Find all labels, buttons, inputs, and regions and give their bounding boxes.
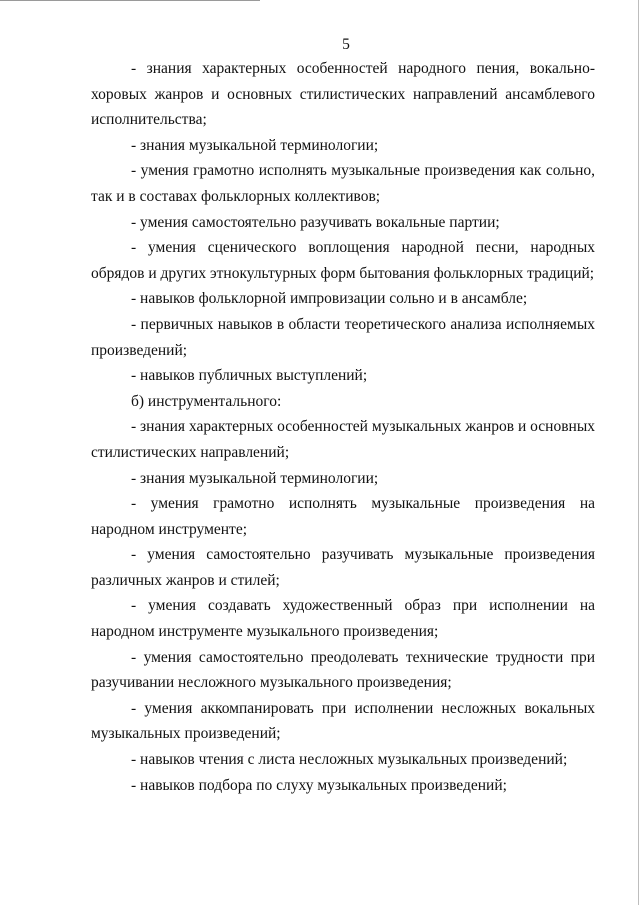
list-item: - умения сценического воплощения народной песни, народных обрядов и других этнокультурных форм бытования фольклорных традиций; bbox=[91, 239, 595, 282]
list-item: - умения создавать художественный образ при исполнении на народном инструменте музыкального произведения; bbox=[91, 597, 595, 641]
list-item: - умения аккомпанировать при исполнении несложных вокальных музыкальных произведений; bbox=[91, 699, 595, 743]
list-item: - навыков чтения с листа несложных музыкальных произведений; bbox=[131, 751, 568, 769]
list-item: - навыков подбора по слуху музыкальных произведений; bbox=[131, 776, 507, 794]
list-item: - знания характерных особенностей народного пения, вокально-хоровых жанров и основных стилистических направлений ансамблевого исполнительства; bbox=[91, 60, 595, 129]
list-item: - умения самостоятельно разучивать музыкальные произведения различных жанров и стилей; bbox=[91, 546, 595, 589]
list-item: - знания характерных особенностей музыкальных жанров и основных стилистических направлений; bbox=[91, 418, 595, 461]
list-item: - навыков публичных выступлений; bbox=[131, 367, 368, 385]
list-item: - умения самостоятельно разучивать вокальные партии; bbox=[131, 213, 500, 231]
list-item: - умения грамотно исполнять музыкальные произведения на народном инструменте; bbox=[91, 495, 595, 538]
page-number: 5 bbox=[342, 36, 350, 53]
list-item: - навыков фольклорной импровизации сольно и в ансамбле; bbox=[131, 290, 528, 308]
list-item: - умения грамотно исполнять музыкальные произведения как сольно, так и в составах фольклорных коллективов; bbox=[91, 162, 595, 205]
list-item: - первичных навыков в области теоретического анализа исполняемых произведений; bbox=[91, 315, 595, 359]
list-item: - знания музыкальной терминологии; bbox=[131, 469, 379, 487]
list-item: - умения самостоятельно преодолевать технические трудности при разучивании несложного музыкального произведения; bbox=[91, 648, 595, 692]
list-item: - знания музыкальной терминологии; bbox=[131, 136, 379, 154]
top-edge-rule bbox=[0, 0, 260, 1]
section-subheading: б) инструментального: bbox=[131, 392, 282, 410]
right-edge-rule bbox=[638, 0, 639, 905]
document-body bbox=[91, 56, 595, 798]
